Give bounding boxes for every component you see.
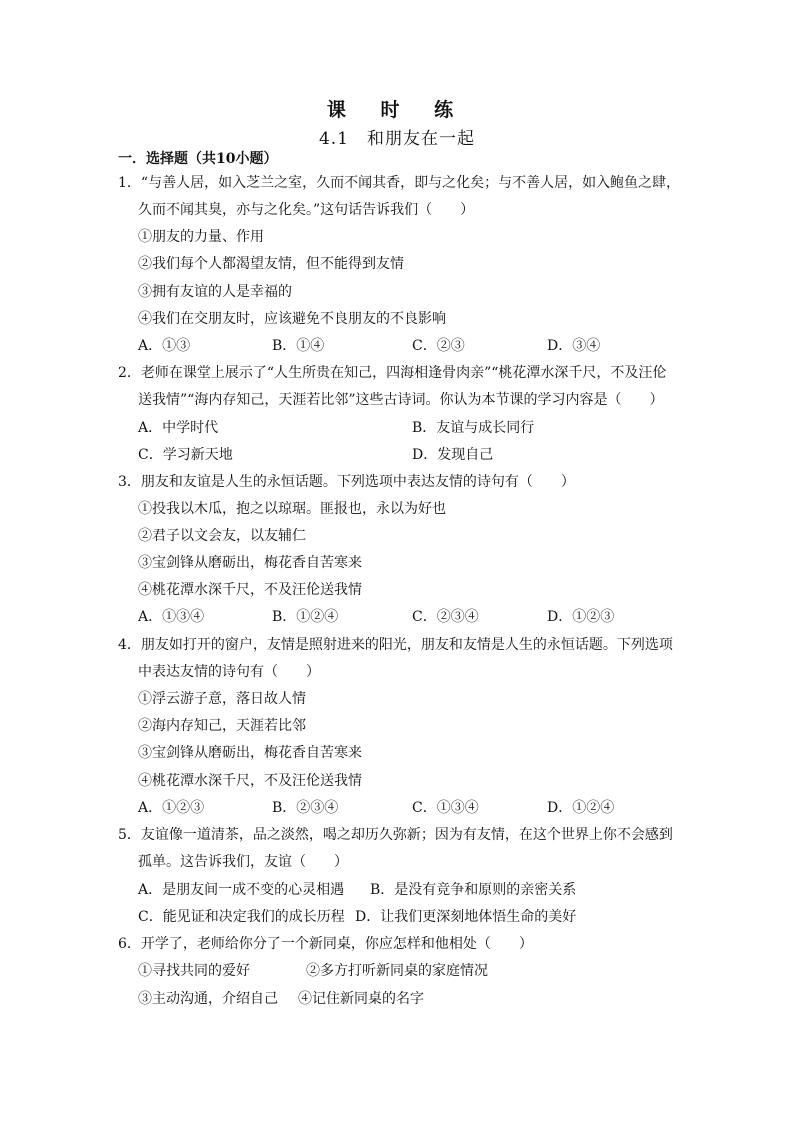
lesson-subtitle: 4.1 和朋友在一起 [318,129,476,149]
question-2-option-d: D．发现自己 [412,447,494,463]
question-6-item-3: ③主动沟通，介绍自己 [138,991,278,1007]
question-4-item-4: ④桃花潭水深千尺，不及汪伦送我情 [138,773,362,789]
question-6-item-2: ②多方打听新同桌的家庭情况 [306,963,488,979]
question-6-item-1: ①寻找共同的爱好 [138,963,250,979]
question-1-item-4: ④我们在交朋友时，应该避免不良朋友的不良影响 [138,311,446,327]
question-2-line-2: 送我情”“海内存知己，天涯若比邻”这些古诗词。你认为本节课的学习内容是（ ） [138,392,664,408]
question-4-option-a: A．①②③ [138,800,205,816]
question-1-option-a: A．①③ [138,338,191,354]
page-title: 课 时 练 [326,99,468,121]
question-1-line-2: 久而不闻其臭，亦与之化矣。”这句话告诉我们（ ） [138,202,475,218]
question-4-item-1: ①浮云游子意，落日故人情 [138,691,306,707]
question-3-line-1: 3．朋友和友谊是人生的永恒话题。下列选项中表达友情的诗句有（ ） [118,474,575,490]
question-4-item-2: ②海内存知己，天涯若比邻 [138,718,306,734]
question-4-item-3: ③宝剑锋从磨砺出，梅花香自苦寒来 [138,745,362,761]
question-5-option-d: D．让我们更深刻地体悟生命的美好 [355,909,577,925]
question-2-line-1: 2．老师在课堂上展示了“人生所贵在知己，四海相逢骨肉亲”“桃花潭水深千尺，不及汪伦 [118,365,667,381]
question-1-option-b: B．①④ [272,338,325,354]
question-1-item-3: ③拥有友谊的人是幸福的 [138,284,292,300]
question-6-item-4: ④记住新同桌的名字 [298,991,424,1007]
question-4-line-2: 中表达友情的诗句有（ ） [138,664,320,680]
question-1-option-c: C．②③ [412,338,465,354]
question-3-item-4: ④桃花潭水深千尺，不及汪伦送我情 [138,582,362,598]
question-5-line-2: 孤单。这告诉我们，友谊（ ） [138,854,348,870]
question-1-item-2: ②我们每个人都渴望友情，但不能得到友情 [138,256,404,272]
section-heading: 一．选择题（共10小题） [118,151,278,167]
question-5-option-a: A．是朋友间一成不变的心灵相遇 [138,882,345,898]
question-3-option-d: D．①②③ [547,609,615,625]
question-1-item-1: ①朋友的力量、作用 [138,229,264,245]
question-4-option-d: D．①②④ [547,800,615,816]
question-5-line-1: 5．友谊像一道清茶，品之淡然，喝之却历久弥新；因为有友情，在这个世界上你不会感到 [118,827,673,843]
question-1-line-1: 1．“与善人居，如入芝兰之室，久而不闻其香，即与之化矣；与不善人居，如入鲍鱼之肆， [118,175,681,191]
question-4-option-c: C．①③④ [412,800,479,816]
question-2-option-a: A．中学时代 [138,420,219,436]
question-4-option-b: B．②③④ [272,800,339,816]
question-3-option-a: A．①③④ [138,609,205,625]
question-3-option-b: B．①②④ [272,609,339,625]
question-4-line-1: 4．朋友如打开的窗户，友情是照射进来的阳光，朋友和友情是人生的永恒话题。下列选项 [118,637,673,653]
question-3-item-2: ②君子以文会友，以友辅仁 [138,528,306,544]
question-5-option-b: B．是没有竞争和原则的亲密关系 [370,882,577,898]
question-2-option-b: B．友谊与成长同行 [412,420,535,436]
question-3-option-c: C．②③④ [412,609,479,625]
question-2-option-c: C．学习新天地 [138,447,233,463]
question-3-item-1: ①投我以木瓜，抱之以琼琚。匪报也，永以为好也 [138,501,446,517]
question-5-option-c: C．能见证和决定我们的成长历程 [138,909,345,925]
question-6-line-1: 6．开学了，老师给你分了一个新同桌，你应怎样和他相处（ ） [118,936,533,952]
question-1-option-d: D．③④ [547,338,601,354]
question-3-item-3: ③宝剑锋从磨砺出，梅花香自苦寒来 [138,555,362,571]
